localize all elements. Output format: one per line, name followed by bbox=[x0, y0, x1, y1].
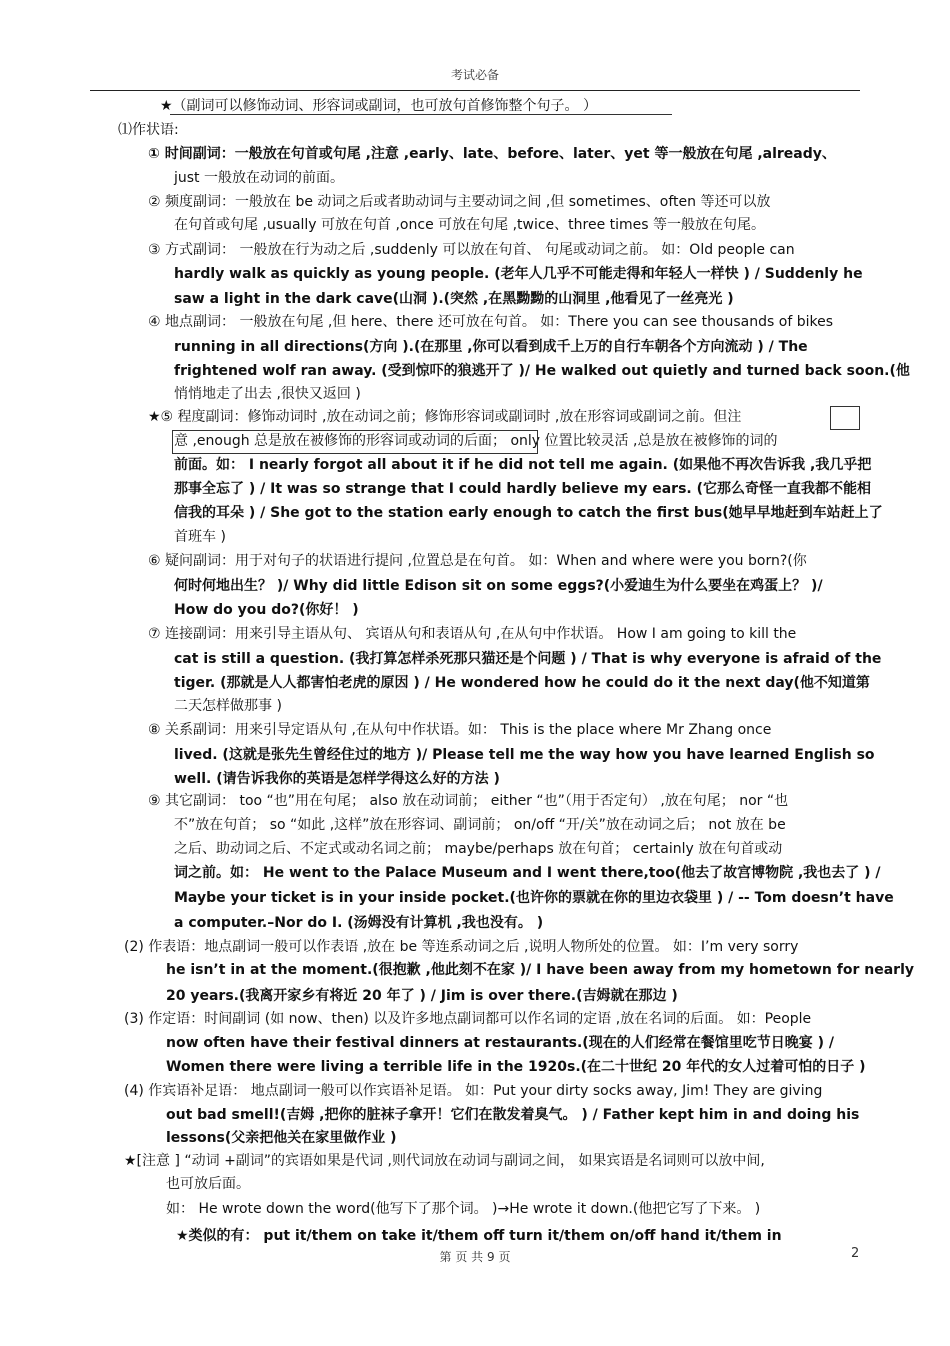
text-line: cat is still a question. (我打算怎样杀死那只猫还是个问题 ) / That is why everyone is afraid of the bbox=[174, 651, 882, 667]
text-line: (3) 作定语：时间副词 (如 now、then) 以及许多地点副词都可以作名词的定语 ,放在名词的后面。 如：People bbox=[124, 1011, 812, 1027]
section-heading: ⑴作状语: bbox=[118, 122, 179, 138]
page-number: 2 bbox=[851, 1246, 860, 1261]
text-line: ④ 地点副词： 一般放在句尾 ,但 here、there 还可放在句首。 如：There you can see thousands of bikes bbox=[148, 314, 833, 330]
text-line: well. (请告诉我你的英语是怎样学得这么好的方法 ) bbox=[174, 771, 500, 787]
text-line: ★类似的有： put it/them on take it/them off turn it/them on/off hand it/them in bbox=[176, 1228, 782, 1244]
text-line: Maybe your ticket is in your inside pocket.(也许你的票就在你的里边衣袋里 ) / -- Tom doesn’t have bbox=[174, 890, 894, 906]
text-line: tiger. (那就是人人都害怕老虎的原因 ) / He wondered how he could do it the next day(他不知道第 bbox=[174, 675, 870, 691]
highlight-box bbox=[830, 406, 860, 430]
text-line: out bad smell!(吉姆 ,把你的脏袜子拿开！它们在散发着臭气。 ) / Father kept him in and doing his bbox=[166, 1107, 860, 1123]
text-line: ⑦ 连接副词：用来引导主语从句、 宾语从句和表语从句 ,在从句中作状语。 How I am going to kill the bbox=[148, 626, 797, 642]
text-line: lessons(父亲把他关在家里做作业 ) bbox=[166, 1130, 397, 1146]
page-header: 考试必备 bbox=[450, 68, 499, 82]
text-line: lived. (这就是张先生曾经住过的地方 )/ Please tell me the way how you have learned English so bbox=[174, 747, 875, 763]
text-line: ⑨ 其它副词： too “也”用在句尾； also 放在动词前； either “也”（用于否定句） ,放在句尾； nor “也 bbox=[148, 793, 789, 809]
text-line: now often have their festival dinners at restaurants.(现在的人们经常在餐馆里吃节日晚宴 ) / bbox=[166, 1035, 834, 1051]
text-line: 信我的耳朵 ) / She got to the station early enough to catch the first bus(她早早地赶到车站赶上了 bbox=[174, 505, 883, 521]
text-line: ② 频度副词：一般放在 be 动词之后或者助动词与主要动词之间 ,但 sometimes、often 等还可以放 bbox=[148, 194, 771, 210]
text-line: 也可放后面。 bbox=[166, 1176, 250, 1192]
header-rule bbox=[90, 90, 860, 91]
note-line: ★（副词可以修饰动词、形容词或副词，也可放句首修饰整个句子。 ） bbox=[160, 98, 597, 114]
text-line: How do you do?(你好！ ) bbox=[174, 602, 359, 618]
text-line: 词之前。如： He went to the Palace Museum and I went there,too(他去了故宫博物院 ,我也去了 ) / bbox=[174, 865, 881, 881]
text-line: ★[注意 ] “动词 +副词”的宾语如果是代词 ,则代词放在动词与副词之间， 如果宾语是名词则可以放中间, bbox=[124, 1153, 765, 1169]
text-line: 何时何地出生？ )/ Why did little Edison sit on some eggs?(小爱迪生为什么要坐在鸡蛋上？ )/ bbox=[174, 578, 823, 594]
text-line: 20 years.(我离开家乡有将近 20 年了 ) / Jim is over there.(吉姆就在那边 ) bbox=[166, 988, 678, 1004]
text-line: ★⑤ 程度副词：修饰动词时 ,放在动词之前；修饰形容词或副词时 ,放在形容词或副词之前。但注 bbox=[148, 409, 742, 425]
text-line: 不”放在句首； so “如此 ,这样”放在形容词、副词前； on/off “开/关”放在动词之后； not 放在 be bbox=[174, 817, 786, 833]
text-line: saw a light in the dark cave(山洞 ).(突然 ,在黑黝黝的山洞里 ,他看见了一丝亮光 ) bbox=[174, 291, 734, 307]
text-line: (4) 作宾语补足语： 地点副词一般可以作宾语补足语。 如：Put your dirty socks away, Jim! They are giving bbox=[124, 1083, 823, 1099]
note-underline bbox=[170, 114, 672, 115]
text-line: ① 时间副词：一般放在句首或句尾 ,注意 ,early、late、before、later、yet 等一般放在句尾 ,already、 bbox=[148, 146, 836, 162]
text-line: ③ 方式副词： 一般放在行为动之后 ,suddenly 可以放在句首、 句尾或动词之前。 如：Old people can bbox=[148, 242, 795, 258]
text-line: 之后、助动词之后、不定式或动名词之前； maybe/perhaps 放在句首； certainly 放在句首或动 bbox=[174, 841, 783, 857]
text-line: Women there were living a terrible life in the 1920s.(在二十世纪 20 年代的女人过着可怕的日子 ) bbox=[166, 1059, 866, 1075]
text-line: 意 ,enough 总是放在被修饰的形容词或动词的后面； only 位置比较灵活 ,总是放在被修饰的词的 bbox=[174, 433, 778, 449]
page-footer: 第 页 共 9 页 bbox=[439, 1250, 511, 1264]
text-line: a computer.–Nor do I. (汤姆没有计算机 ,我也没有。 ) bbox=[174, 915, 544, 931]
text-line: hardly walk as quickly as young people. (老年人几乎不可能走得和年轻人一样快 ) / Suddenly he bbox=[174, 266, 863, 282]
text-line: 二天怎样做那事 ) bbox=[174, 698, 282, 714]
text-line: 悄悄地走了出去 ,很快又返回 ) bbox=[174, 386, 361, 402]
text-line: ⑧ 关系副词：用来引导定语从句 ,在从句中作状语。如： This is the place where Mr Zhang once bbox=[148, 722, 772, 738]
text-line: 如： He wrote down the word(他写下了那个词。 )→He wrote it down.(他把它写了下来。 ) bbox=[166, 1201, 761, 1217]
text-line: he isn’t in at the moment.(很抱歉 ,他此刻不在家 )/ I have been away from my hometown for nearly bbox=[166, 962, 915, 978]
text-line: ⑥ 疑问副词：用于对句子的状语进行提问 ,位置总是在句首。 如：When and where were you born?(你 bbox=[148, 553, 807, 569]
text-line: running in all directions(方向 ).(在那里 ,你可以看到成千上万的自行车朝各个方向流动 ) / The bbox=[174, 339, 808, 355]
text-line: just 一般放在动词的前面。 bbox=[174, 170, 344, 186]
text-line: (2) 作表语：地点副词一般可以作表语 ,放在 be 等连系动词之后 ,说明人物所处的位置。 如：I’m very sorry bbox=[124, 939, 799, 955]
highlight-box bbox=[172, 430, 538, 454]
text-line: 首班车 ) bbox=[174, 529, 226, 545]
text-line: frightened wolf ran away. (受到惊吓的狼逃开了 )/ He walked out quietly and turned back soon.(他 bbox=[174, 363, 910, 379]
text-line: 前面。如： I nearly forgot all about it if he did not tell me again. (如果他不再次告诉我 ,我几乎把 bbox=[174, 457, 872, 473]
text-line: 在句首或句尾 ,usually 可放在句首 ,once 可放在句尾 ,twice、three times 等一般放在句尾。 bbox=[174, 217, 766, 233]
text-line: 那事全忘了 ) / It was so strange that I could hardly believe my ears. (它那么奇怪一直我都不能相 bbox=[174, 481, 871, 497]
